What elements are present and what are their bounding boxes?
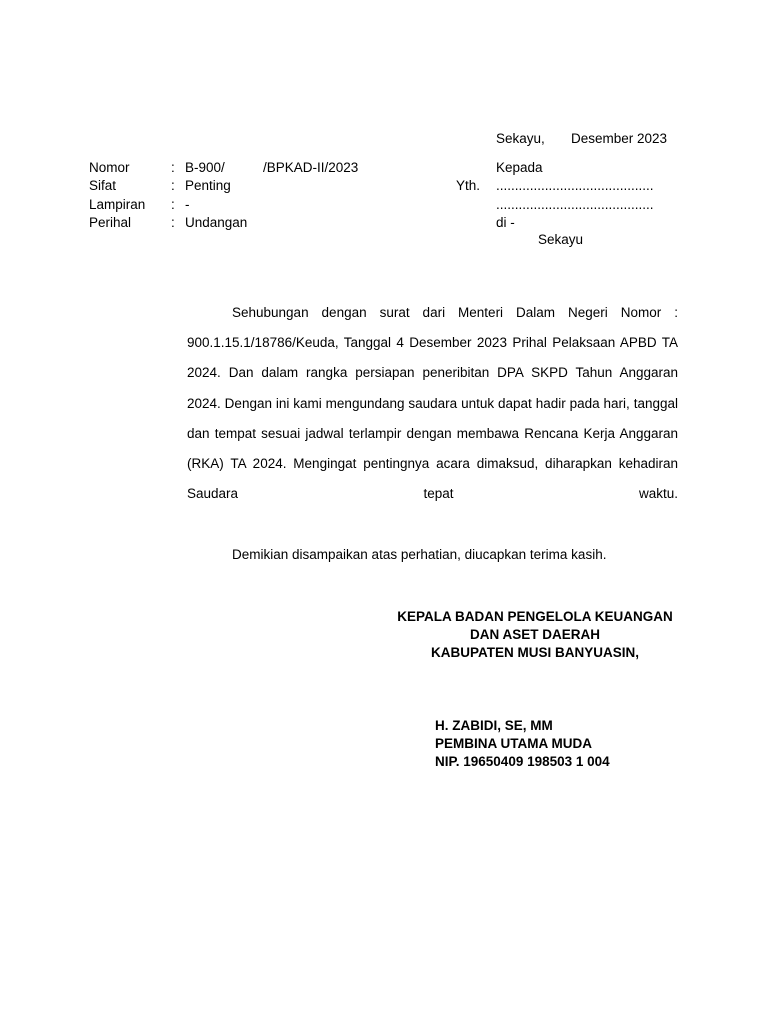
field-sep: : — [171, 215, 175, 230]
recipient-kepada: Kepada — [496, 160, 543, 175]
field-sep: : — [171, 160, 175, 175]
date-month-year: Desember 2023 — [571, 131, 668, 146]
recipient-yth: Yth. — [456, 178, 481, 193]
field-value-nomor: B-900/ — [185, 160, 225, 175]
recipient-line-1: .......................................... — [496, 178, 654, 193]
signature-title — [385, 608, 685, 662]
body-paragraph-1 — [187, 298, 678, 509]
signatory-block — [435, 717, 610, 771]
field-value-perihal: Undangan — [185, 215, 248, 230]
recipient-di: di - — [496, 215, 515, 230]
signatory-rank: PEMBINA UTAMA MUDA — [435, 736, 592, 751]
field-value-nomor-suffix: /BPKAD-II/2023 — [263, 160, 359, 175]
field-sep: : — [171, 178, 175, 193]
field-label-perihal: Perihal — [89, 215, 132, 230]
signatory-nip: NIP. 19650409 198503 1 004 — [435, 754, 610, 769]
signature-title-line-3: KABUPATEN MUSI BANYUASIN, — [430, 645, 639, 660]
field-label-lampiran: Lampiran — [89, 197, 146, 212]
body-paragraph-2 — [187, 540, 678, 570]
body-paragraph-1-text: Sehubungan dengan surat dari Menteri Dalam Negeri Nomor : 900.1.15.1/18786/Keuda, Tanggal 4 Desember 2023 Prihal Pelaksaan APBD TA 2024. Dan dalam rangka persiapan peneribitan DPA SKPD Tahun Anggaran 2024. Dengan ini kami mengundang saudara untuk dapat hadir pada hari, tanggal dan tempat sesuai jadwal terlampir dengan membawa Rencana Kerja Anggaran (RKA) TA 2024. Mengingat pentingnya acara dimaksud, diharapkan kehadiran Saudara tepat waktu. — [187, 305, 678, 502]
recipient-line-2: .......................................... — [496, 197, 654, 212]
field-value-sifat: Penting — [185, 178, 231, 193]
signature-title-line-2: DAN ASET DAERAH — [469, 627, 600, 642]
field-label-sifat: Sifat — [89, 178, 117, 193]
field-value-lampiran: - — [185, 197, 190, 212]
field-sep: : — [171, 197, 175, 212]
body-paragraph-2-text: Demikian disampaikan atas perhatian, diucapkan terima kasih. — [232, 547, 607, 562]
date-place: Sekayu, — [496, 131, 545, 146]
signature-title-line-1: KEPALA BADAN PENGELOLA KEUANGAN — [397, 609, 673, 624]
field-label-nomor: Nomor — [89, 160, 130, 175]
recipient-city: Sekayu — [538, 232, 584, 247]
signatory-name: H. ZABIDI, SE, MM — [435, 718, 553, 733]
